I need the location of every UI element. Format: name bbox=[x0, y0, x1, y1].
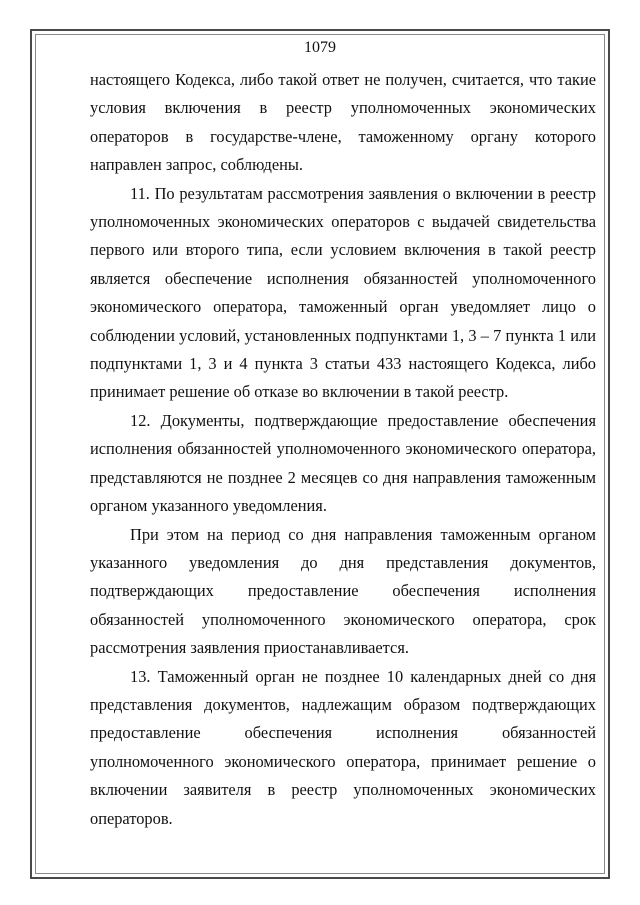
paragraph-continuation: настоящего Кодекса, либо такой ответ не получен, считается, что такие условия включения в реестр уполномоченных экономических операторов в государстве-члене, таможенному органу которого направлен запрос, соблюдены. bbox=[90, 70, 596, 175]
paragraph-item-13: 13. Таможенный орган не позднее 10 календарных дней со дня представления документов, надлежащим образом подтверждающих предоставление обеспечения исполнения обязанностей уполномоченного экономического оператора, принимает решение о включении заявителя в реестр уполномоченных экономических операторов. bbox=[90, 666, 596, 828]
paragraph-item-12-note: При этом на период со дня направления таможенным органом указанного уведомления до дня представления документов, подтверждающих предоставление обеспечения исполнения обязанностей уполномоченного экономического оператора, срок рассмотрения заявления приостанавливается. bbox=[90, 524, 596, 658]
paragraph-item-12: 12. Документы, подтверждающие предоставление обеспечения исполнения обязанностей уполномоченного экономического оператора, представляются не позднее 2 месяцев со дня направления таможенным органом указанного уведомления. bbox=[90, 410, 596, 516]
paragraph-item-11: 11. По результатам рассмотрения заявления о включении в реестр уполномоченных экономических операторов с выдачей свидетельства первого или второго типа, если условием включения в такой реестр является обеспечение исполнения обязанностей уполномоченного экономического оператора, таможенный орган уведомляет лицо о соблюдении условий, установленных подпунктами 1, 3 – 7 пункта 1 или подпунктами 1, 3 и 4 пункта 3 статьи 433 настоящего Кодекса, либо принимает решение об отказе во включении в такой реестр. bbox=[90, 183, 596, 402]
document-body bbox=[90, 66, 596, 833]
page-number: 1079 bbox=[304, 39, 336, 56]
